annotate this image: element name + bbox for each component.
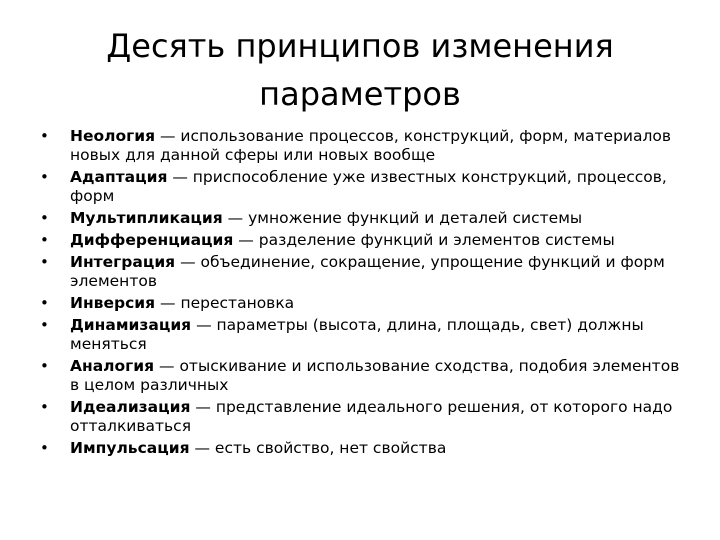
principle-description: есть свойство, нет свойства xyxy=(214,439,447,457)
dash-separator: — xyxy=(190,398,216,416)
principles-list xyxy=(40,127,680,461)
principle-term: Дифференциация xyxy=(70,231,234,249)
bullet-icon: • xyxy=(40,398,49,416)
principle-description: объединение, сокращение, упрощение функций и форм элементов xyxy=(70,253,665,290)
list-item xyxy=(40,168,680,206)
list-item xyxy=(40,398,680,436)
principle-term: Динамизация xyxy=(70,316,192,334)
principle-term: Инверсия xyxy=(70,294,156,312)
list-item xyxy=(40,127,680,165)
list-item xyxy=(40,294,680,313)
dash-separator: — xyxy=(155,294,181,312)
principle-term: Неология xyxy=(70,127,156,145)
principle-description: разделение функций и элементов системы xyxy=(258,231,615,249)
dash-separator: — xyxy=(189,439,215,457)
list-item xyxy=(40,231,680,250)
principle-term: Идеализация xyxy=(70,398,191,416)
principle-description: использование процессов, конструкций, форм, материалов новых для данной сферы или новых вообще xyxy=(70,127,672,164)
dash-separator: — xyxy=(175,253,201,271)
bullet-icon: • xyxy=(40,316,49,334)
bullet-icon: • xyxy=(40,127,49,145)
dash-separator: — xyxy=(154,357,180,375)
bullet-icon: • xyxy=(40,294,49,312)
dash-separator: — xyxy=(191,316,217,334)
bullet-icon: • xyxy=(40,357,49,375)
principle-description: приспособление уже известных конструкций, процессов, форм xyxy=(70,168,667,205)
bullet-icon: • xyxy=(40,253,49,271)
bullet-icon: • xyxy=(40,231,49,249)
dash-separator: — xyxy=(155,127,181,145)
list-item xyxy=(40,357,680,395)
list-item xyxy=(40,209,680,228)
principle-term: Адаптация xyxy=(70,168,168,186)
dash-separator: — xyxy=(222,209,249,227)
dash-separator: — xyxy=(233,231,259,249)
list-item xyxy=(40,439,680,458)
bullet-icon: • xyxy=(40,209,49,227)
principle-term: Мультипликация xyxy=(70,209,223,227)
principle-term: Аналогия xyxy=(70,357,155,375)
principle-description: перестановка xyxy=(180,294,295,312)
list-item xyxy=(40,316,680,354)
principle-description: представление идеального решения, от которого надо отталкиваться xyxy=(70,398,673,435)
principle-term: Импульсация xyxy=(70,439,190,457)
dash-separator: — xyxy=(167,168,193,186)
principle-description: умножение функций и деталей системы xyxy=(248,209,583,227)
principle-term: Интеграция xyxy=(70,253,176,271)
list-item xyxy=(40,253,680,291)
principle-description: параметры (высота, длина, площадь, свет) должны меняться xyxy=(70,316,644,353)
principle-description: отыскивание и использование сходства, подобия элементов в целом различных xyxy=(70,357,680,394)
slide-title: Десять принципов изменения параметров xyxy=(106,27,614,113)
bullet-icon: • xyxy=(40,439,49,457)
bullet-icon: • xyxy=(40,168,49,186)
